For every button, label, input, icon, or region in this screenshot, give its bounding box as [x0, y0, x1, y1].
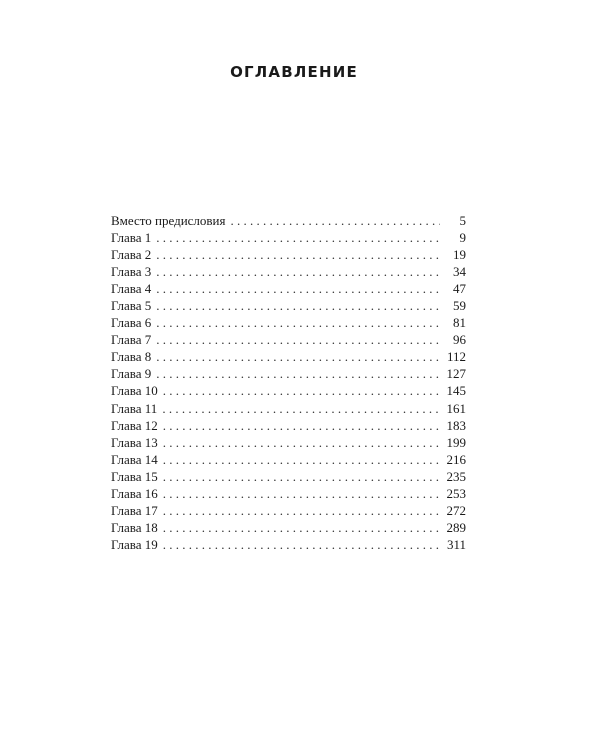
toc-entry-page: 9 [459, 230, 466, 246]
dot-leader [163, 485, 440, 502]
dot-leader [156, 348, 440, 365]
toc-entry-label: Глава 3 [111, 264, 152, 280]
toc-entry[interactable] [111, 468, 466, 485]
dot-leader [163, 434, 440, 451]
dot-leader [163, 417, 440, 434]
toc-entry-page: 34 [453, 264, 466, 280]
toc-entry-label: Глава 2 [111, 247, 152, 263]
toc-entry[interactable] [111, 212, 466, 229]
toc-entry-label: Глава 16 [111, 485, 158, 501]
toc-entry-page: 183 [446, 417, 466, 433]
toc-entry[interactable] [111, 451, 466, 468]
toc-entry-page: 81 [453, 315, 466, 331]
toc-entry[interactable] [111, 417, 466, 434]
toc-entry-page: 112 [446, 349, 466, 365]
toc-entry-page: 19 [453, 247, 466, 263]
dot-leader [156, 314, 440, 331]
toc-entry-page: 235 [446, 468, 466, 484]
toc-entry[interactable] [111, 314, 466, 331]
table-of-contents [111, 212, 466, 553]
toc-entry[interactable] [111, 502, 466, 519]
toc-entry-label: Глава 5 [111, 298, 152, 314]
page-title: ОГЛАВЛЕНИЕ [230, 63, 358, 81]
toc-entry[interactable] [111, 297, 466, 314]
dot-leader [156, 246, 440, 263]
toc-entry[interactable] [111, 382, 466, 399]
toc-entry[interactable] [111, 331, 466, 348]
toc-entry[interactable] [111, 485, 466, 502]
dot-leader [156, 297, 440, 314]
toc-entry[interactable] [111, 229, 466, 246]
toc-entry-page: 199 [446, 434, 466, 450]
dot-leader [156, 365, 440, 382]
toc-entry[interactable] [111, 434, 466, 451]
toc-entry-page: 47 [453, 281, 466, 297]
toc-entry-label: Глава 18 [111, 519, 158, 535]
toc-entry-label: Глава 19 [111, 536, 158, 552]
toc-entry-page: 96 [453, 332, 466, 348]
toc-entry[interactable] [111, 280, 466, 297]
toc-entry[interactable] [111, 246, 466, 263]
toc-entry-page: 311 [446, 536, 466, 552]
toc-entry-label: Глава 15 [111, 468, 158, 484]
toc-entry-label: Глава 6 [111, 315, 152, 331]
dot-leader [163, 502, 440, 519]
toc-entry-label: Глава 4 [111, 281, 152, 297]
dot-leader [163, 382, 440, 399]
toc-entry-page: 127 [446, 366, 466, 382]
toc-entry-label: Глава 7 [111, 332, 152, 348]
toc-entry-label: Глава 11 [111, 400, 158, 416]
toc-entry-label: Глава 9 [111, 366, 152, 382]
toc-entry-label: Вместо предисловия [111, 213, 226, 228]
toc-entry-page: 253 [446, 485, 466, 501]
toc-entry[interactable] [111, 536, 466, 553]
dot-leader [163, 468, 440, 485]
dot-leader [230, 212, 440, 229]
dot-leader [163, 519, 440, 536]
toc-entry-label: Глава 17 [111, 502, 158, 518]
toc-entry[interactable] [111, 365, 466, 382]
toc-entry-page: 216 [446, 451, 466, 467]
toc-entry-page: 289 [446, 519, 466, 535]
dot-leader [156, 280, 440, 297]
toc-entry-page: 145 [446, 383, 466, 399]
toc-entry-label: Глава 10 [111, 383, 158, 399]
dot-leader [163, 536, 440, 553]
toc-entry[interactable] [111, 519, 466, 536]
toc-entry-page: 161 [446, 400, 466, 416]
toc-entry[interactable] [111, 400, 466, 417]
toc-entry-label: Глава 12 [111, 417, 158, 433]
dot-leader [156, 331, 440, 348]
toc-entry[interactable] [111, 348, 466, 365]
toc-entry-page: 272 [446, 502, 466, 518]
toc-entry-label: Глава 14 [111, 451, 158, 467]
toc-entry-label: Глава 13 [111, 434, 158, 450]
toc-entry-label: Глава 1 [111, 230, 152, 246]
toc-entry[interactable] [111, 263, 466, 280]
toc-entry-page: 59 [453, 298, 466, 314]
dot-leader [162, 400, 440, 417]
toc-entry-label: Глава 8 [111, 349, 152, 365]
dot-leader [156, 263, 440, 280]
dot-leader [163, 451, 440, 468]
toc-entry-page: 5 [459, 213, 466, 228]
dot-leader [156, 229, 440, 246]
